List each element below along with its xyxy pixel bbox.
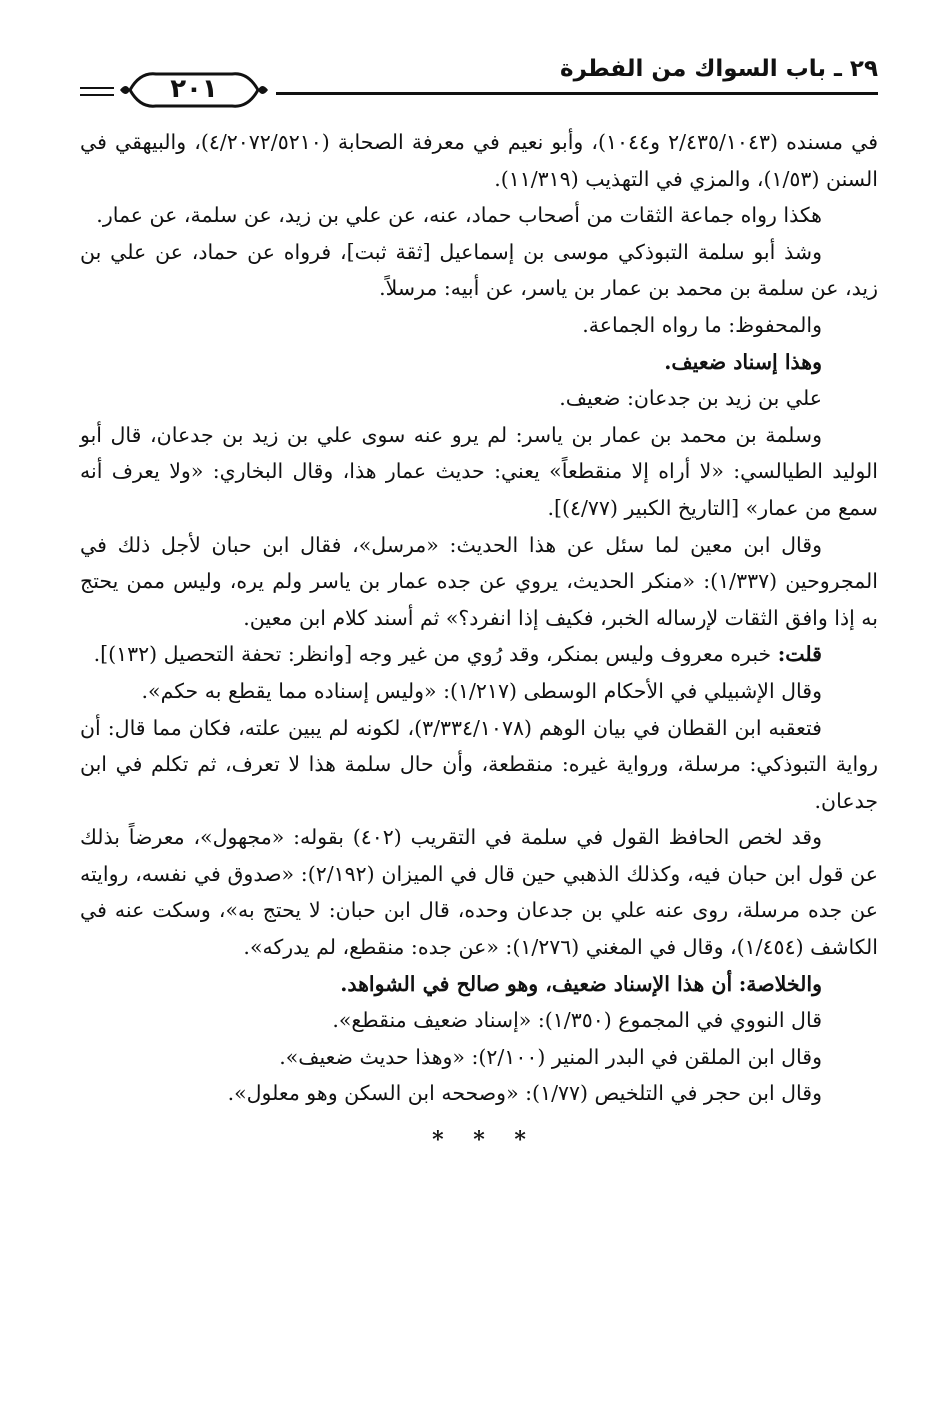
paragraph-6: علي بن زيد بن جدعان: ضعيف. xyxy=(559,386,822,411)
header-left-rule-top xyxy=(80,87,114,89)
page-number-ornament xyxy=(116,66,272,114)
paragraph-3: وشذ أبو سلمة التبوذكي موسى بن إسماعيل [ثقة ثبت]، فرواه عن حماد، عن علي بن زيد، عن سلمة بن محمد بن عمار بن ياسر، عن أبيه: مرسلاً. xyxy=(80,239,878,301)
paragraph-8: وقال ابن معين لما سئل عن هذا الحديث: «مرسل»، فقال ابن حبان لأجل ذلك في المجروحين (١/٣٣٧): «منكر الحديث، يروي عن جده عمار بن ياسر ولم يره، وليس ممن يحتج به إذا وافق الثقات لإرساله الخبر، فكيف إذا انفرد؟» ثم أسند كلام ابن معين. xyxy=(80,532,878,630)
qult-text: خبره معروف وليس بمنكر، وقد رُوي من غير وجه [وانظر: تحفة التحصيل (١٣٢)]. xyxy=(93,642,772,667)
paragraph-7: وسلمة بن محمد بن عمار بن ياسر: لم يرو عنه سوى علي بن زيد بن جدعان، قال أبو الوليد الطيالسي: «لا أراه إلا منقطعاً» يعني: حديث عمار هذا، وقال البخاري: «ولا يعرف أنه سمع من عمار» [التاريخ الكبير (٤/٧٧)]. xyxy=(80,422,878,520)
khulasa-label: والخلاصة: xyxy=(738,971,822,996)
paragraph-5: وهذا إسناد ضعيف. xyxy=(664,349,822,374)
paragraph-12: وقد لخص الحافظ القول في سلمة في التقريب (٤٠٢) بقوله: «مجهول»، معرضاً بذلك عن قول ابن حبان فيه، وكذلك الذهبي حين قال في الميزان (٢/١٩٢): «صدوق في نفسه، روايته عن جده مرسلة، روى عنه علي بن جدعان وحده، قال ابن حبان: لا يحتج به»، وسكت عنه في الكاشف (١/٤٥٤)، وقال في المغني (١/٢٧٦): «عن جده: منقطع، لم يدركه». xyxy=(80,825,878,960)
chapter-title: ٢٩ ـ باب السواك من الفطرة xyxy=(560,56,878,82)
paragraph-1: في مسنده (٢/٤٣٥/١٠٤٣ و١٠٤٤)، وأبو نعيم في معرفة الصحابة (٤/٢٠٧٢/٥٢١٠)، والبيهقي في السنن (١/٥٣)، والمزي في التهذيب (١١/٣١٩). xyxy=(80,130,879,191)
paragraph-2: هكذا رواه جماعة الثقات من أصحاب حماد، عنه، عن علي بن زيد، عن سلمة، عن عمار. xyxy=(96,203,822,228)
paragraph-16: وقال ابن حجر في التلخيص (١/٧٧): «وصححه ابن السكن وهو معلول». xyxy=(227,1081,822,1106)
page-header xyxy=(80,50,878,110)
paragraph-14: قال النووي في المجموع (١/٣٥٠): «إسناد ضعيف منقطع». xyxy=(332,1008,822,1033)
paragraph-15: وقال ابن الملقن في البدر المنير (٢/١٠٠): «وهذا حديث ضعيف». xyxy=(279,1044,822,1069)
paragraph-9 xyxy=(80,636,878,673)
header-rule xyxy=(276,92,878,95)
page-body xyxy=(80,124,878,1159)
paragraph-11: فتعقبه ابن القطان في بيان الوهم (٣/٣٣٤/١٠٧٨)، لكونه لم يبين علته، فكان مما قال: أن رواية التبوذكي: مرسلة، ورواية غيره: منقطعة، وأن حال سلمة هذا لا تعرف، ثم تكلم في ابن جدعان. xyxy=(80,715,878,813)
page-number: ٢٠١ xyxy=(170,74,218,104)
paragraph-10: وقال الإشبيلي في الأحكام الوسطى (١/٢١٧): «وليس إسناده مما يقطع به حكم». xyxy=(141,678,822,703)
qult-label: قلت: xyxy=(777,642,822,667)
khulasa-text: أن هذا الإسناد ضعيف، وهو صالح في الشواهد. xyxy=(340,971,733,996)
paragraph-13 xyxy=(80,966,878,1003)
section-separator: * * * xyxy=(432,1127,526,1154)
header-left-rule-bottom xyxy=(80,94,114,96)
paragraph-4: والمحفوظ: ما رواه الجماعة. xyxy=(582,312,822,337)
